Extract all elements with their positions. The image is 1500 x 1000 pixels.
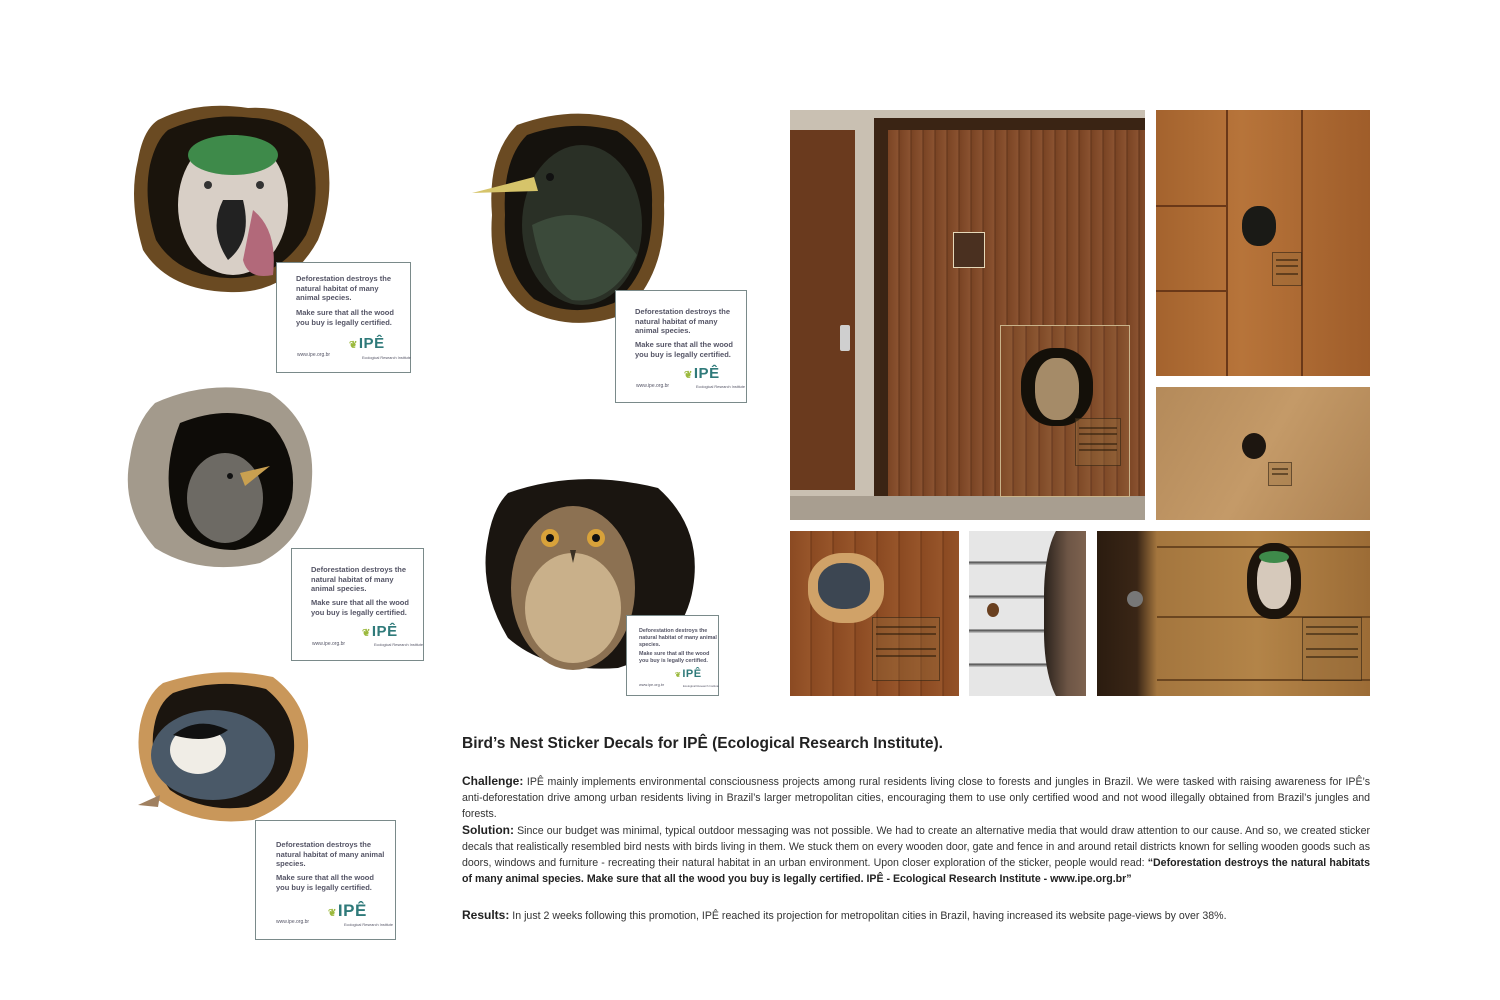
card-url: www.ipe.org.br bbox=[297, 352, 331, 358]
card-certified: Make sure that all the wood you buy is legally certified. bbox=[639, 651, 710, 664]
card-message: Deforestation destroys the natural habitat of many animal species. bbox=[276, 840, 385, 868]
inset-owl bbox=[1035, 358, 1079, 420]
card-certified: Make sure that all the wood you buy is legally certified. bbox=[296, 308, 394, 327]
ipe-logo: ❦IPÊ bbox=[362, 623, 398, 640]
door-handle bbox=[840, 325, 850, 351]
solution-label: Solution: bbox=[462, 823, 514, 837]
card-certified: Make sure that all the wood you buy is legally certified. bbox=[635, 340, 733, 359]
zoom-inset bbox=[1000, 325, 1130, 497]
photo-person-shutter bbox=[969, 531, 1086, 696]
photo-chickadee-door bbox=[790, 531, 959, 696]
chickadee-sticker bbox=[808, 553, 884, 623]
info-card-4 bbox=[626, 615, 719, 696]
leaf-icon: ❦ bbox=[349, 340, 358, 351]
leaf-icon: ❦ bbox=[675, 672, 682, 679]
page-title: Bird’s Nest Sticker Decals for IPÊ (Ecological Research Institute). bbox=[462, 735, 943, 752]
ipe-logo: ❦IPÊ bbox=[675, 668, 702, 680]
thrush-decal bbox=[120, 378, 320, 573]
logo-subtitle: Ecological Research Institute bbox=[374, 643, 423, 647]
info-card-2 bbox=[615, 290, 747, 403]
small-hole bbox=[1242, 433, 1266, 459]
info-card-1 bbox=[276, 262, 411, 373]
solution-text: Since our budget was minimal, typical outdoor messaging was not possible. We had to create an alternative media that would draw attention to our cause. And so, we created sticker decals that realistically resembled bird nests with birds living in them. We stuck them on every wooden door, gate and fence in and around retail districts known for selling wooden goods such as doors, windows and furniture - recreating their natural habitat in an urban environment. Upon closer exploration of the sticker, people would read: bbox=[462, 825, 1370, 869]
photo-macaw-door bbox=[1097, 531, 1370, 696]
card-message: Deforestation destroys the natural habitat of many animal species. bbox=[639, 628, 717, 648]
challenge-label: Challenge: bbox=[462, 774, 524, 788]
card-certified: Make sure that all the wood you buy is legally certified. bbox=[311, 598, 409, 617]
ipe-logo: ❦IPÊ bbox=[684, 365, 720, 382]
card-url: www.ipe.org.br bbox=[276, 919, 310, 925]
ground-step bbox=[790, 496, 1145, 520]
logo-subtitle: Ecological Research Institute bbox=[683, 684, 720, 688]
card-certified: Make sure that all the wood you buy is legally certified. bbox=[276, 873, 374, 892]
results-paragraph bbox=[462, 907, 1370, 924]
chickadee-decal bbox=[128, 665, 313, 825]
plywood-card bbox=[1268, 462, 1292, 486]
ipe-logo: ❦IPÊ bbox=[349, 335, 385, 352]
leaf-icon: ❦ bbox=[362, 628, 371, 639]
card-url: www.ipe.org.br bbox=[636, 383, 670, 389]
card-message: Deforestation destroys the natural habitat of many animal species. bbox=[296, 274, 392, 302]
logo-subtitle: Ecological Research Institute bbox=[696, 385, 745, 389]
photo-plywood bbox=[1156, 387, 1370, 520]
challenge-paragraph bbox=[462, 773, 1370, 822]
challenge-text: IPÊ mainly implements environmental consciousness projects among rural residents living close to forests and jungles in Brazil. We were tasked with raising awareness for IPÊ’s anti-deforestation drive among urban residents living in Brazil’s larger metropolitan cities, encouraging them to use only certified wood and not wood illegally obtained from Brazil’s jungles and forests. bbox=[462, 776, 1370, 820]
card-url: www.ipe.org.br bbox=[312, 641, 346, 647]
chickadee-card bbox=[872, 617, 940, 681]
person-head bbox=[1044, 531, 1086, 696]
photo-garage-door bbox=[790, 110, 1145, 520]
photo-wood-wall bbox=[1156, 110, 1370, 376]
macaw-card bbox=[1302, 617, 1362, 681]
tiny-sticker bbox=[987, 603, 999, 617]
sticker-small bbox=[953, 232, 985, 268]
info-card-5 bbox=[255, 820, 396, 940]
solution-paragraph bbox=[462, 822, 1370, 887]
logo-subtitle: Ecological Research Institute bbox=[362, 356, 411, 360]
card-url: www.ipe.org.br bbox=[639, 683, 665, 687]
results-text: In just 2 weeks following this promotion, IPÊ reached its projection for metropolitan cities in Brazil, having increased its website page-views by over 38%. bbox=[512, 910, 1227, 922]
results-label: Results: bbox=[462, 908, 510, 922]
card-message: Deforestation destroys the natural habitat of many animal species. bbox=[311, 565, 407, 593]
leaf-icon: ❦ bbox=[684, 370, 693, 381]
info-card-3 bbox=[291, 548, 424, 661]
starling-sticker bbox=[1242, 206, 1276, 246]
leaf-icon: ❦ bbox=[328, 908, 337, 919]
door-knob bbox=[1127, 591, 1143, 607]
card-message: Deforestation destroys the natural habitat of many animal species. bbox=[635, 307, 731, 335]
logo-subtitle: Ecological Research Institute bbox=[344, 923, 393, 927]
ipe-logo: ❦IPÊ bbox=[328, 901, 367, 920]
wall-card bbox=[1272, 252, 1302, 286]
solution-quote: “Deforestation destroys the natural habitats of many animal species. Make sure that all the wood you buy is legally certified. IPÊ - Ecological Research Institute - www.ipe.org.br” bbox=[462, 857, 1370, 885]
inset-card bbox=[1075, 418, 1121, 466]
left-door-panel bbox=[790, 130, 855, 490]
inset-owl-hole bbox=[1021, 348, 1093, 426]
macaw-sticker bbox=[1247, 543, 1301, 619]
